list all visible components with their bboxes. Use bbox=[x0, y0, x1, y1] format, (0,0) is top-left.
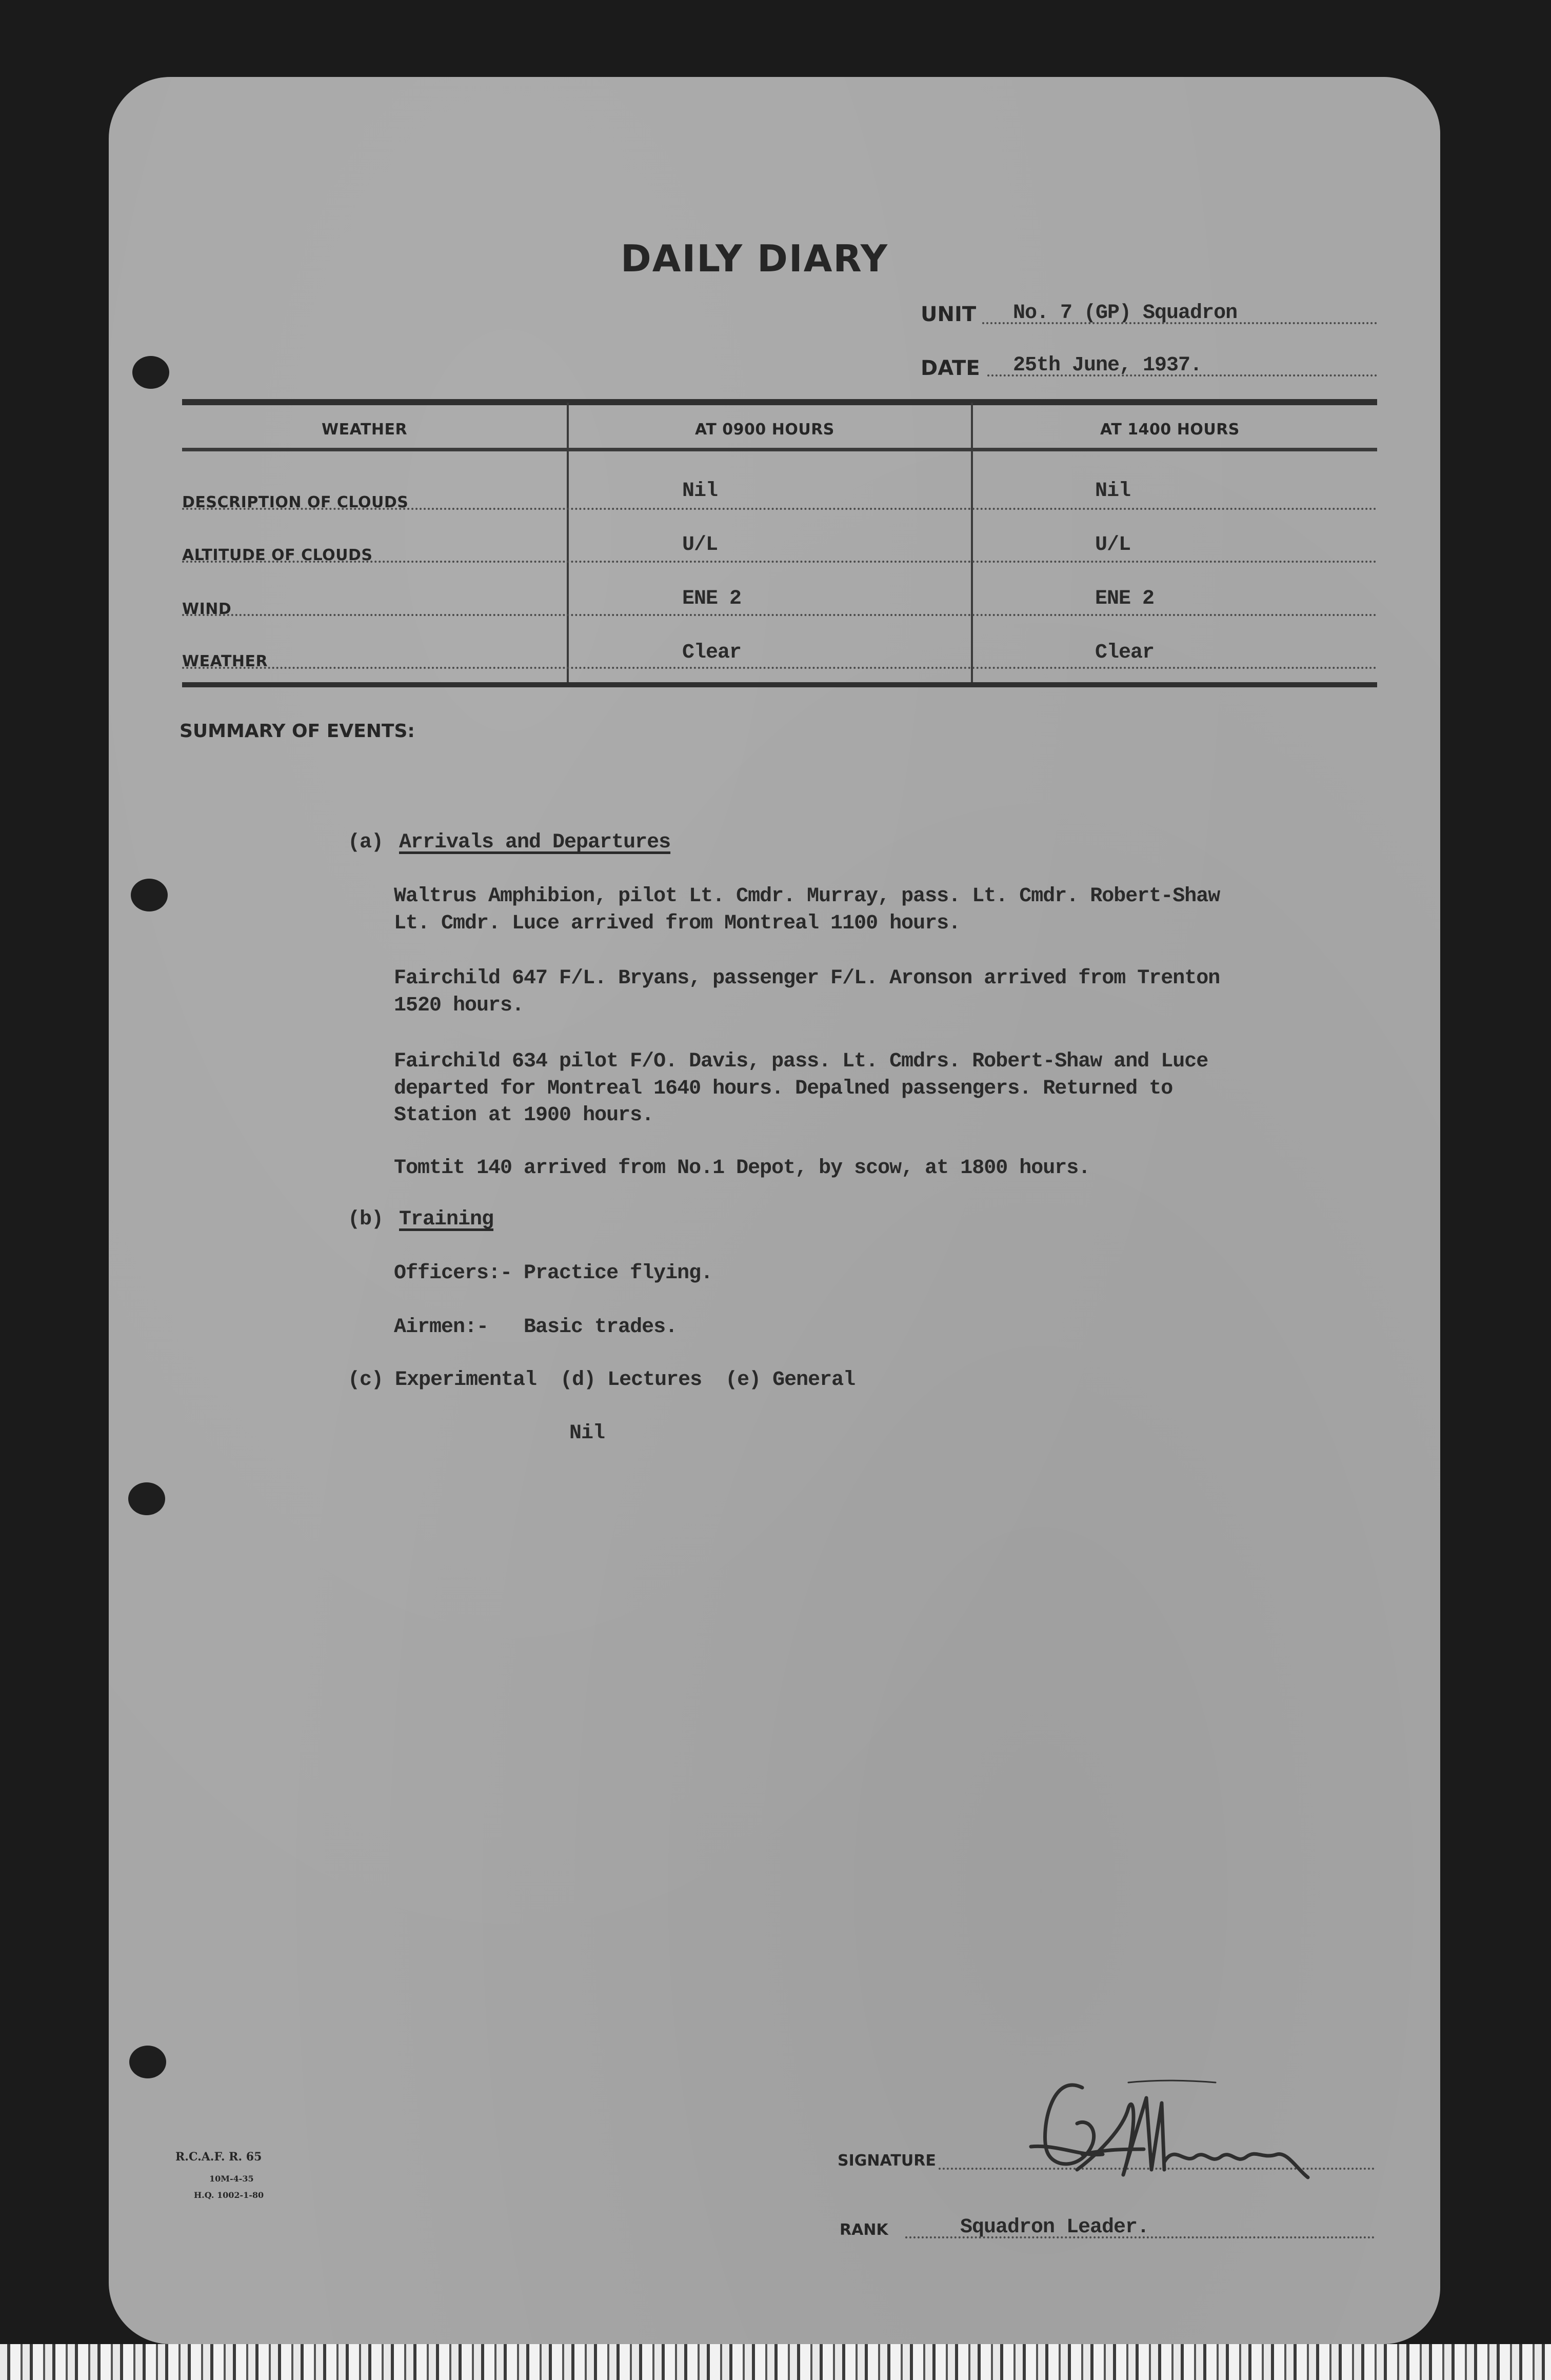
row-baseline bbox=[182, 561, 1377, 563]
date-label: DATE bbox=[921, 356, 980, 380]
signature-label: SIGNATURE bbox=[838, 2152, 936, 2170]
table-header-1400: AT 1400 HOURS bbox=[1100, 421, 1240, 439]
form-number-line: R.C.A.F. R. 65 bbox=[175, 2150, 262, 2164]
cell-0900: Clear bbox=[682, 641, 742, 664]
paragraph-line: 1520 hours. bbox=[394, 994, 524, 1017]
summary-heading: SUMMARY OF EVENTS: bbox=[180, 721, 415, 742]
form-number-line: 10M-4-35 bbox=[209, 2174, 254, 2184]
section-b-marker: (b) bbox=[348, 1208, 384, 1231]
row-label: DESCRIPTION OF CLOUDS bbox=[182, 493, 409, 511]
punch-hole-icon bbox=[129, 2046, 166, 2078]
paragraph-line: Tomtit 140 arrived from No.1 Depot, by scow, at 1800 hours. bbox=[394, 1157, 1090, 1180]
table-column-divider bbox=[971, 403, 973, 685]
row-label: WEATHER bbox=[182, 652, 268, 670]
cell-0900: Nil bbox=[682, 480, 718, 503]
row-label: WIND bbox=[182, 600, 232, 618]
cell-1400: Clear bbox=[1095, 641, 1155, 664]
section-a-title: Arrivals and Departures bbox=[399, 831, 671, 854]
unit-value: No. 7 (GP) Squadron bbox=[1013, 302, 1238, 325]
page-title: DAILY DIARY bbox=[621, 237, 889, 280]
table-header-rule bbox=[182, 448, 1377, 451]
section-cde-line: (c) Experimental (d) Lectures (e) General bbox=[348, 1369, 856, 1392]
document-page bbox=[109, 77, 1440, 2344]
paragraph-line: Station at 1900 hours. bbox=[394, 1104, 654, 1127]
paragraph-line: Fairchild 647 F/L. Bryans, passenger F/L. Aronson arrived from Trenton bbox=[394, 967, 1220, 990]
paragraph-line: Fairchild 634 pilot F/O. Davis, pass. Lt. Cmdrs. Robert-Shaw and Luce bbox=[394, 1050, 1208, 1073]
rank-label: RANK bbox=[840, 2221, 888, 2239]
unit-label: UNIT bbox=[921, 303, 977, 326]
table-top-rule bbox=[182, 399, 1377, 405]
training-airmen: Airmen:- Basic trades. bbox=[394, 1316, 678, 1339]
row-baseline bbox=[182, 667, 1377, 669]
rank-value: Squadron Leader. bbox=[960, 2216, 1149, 2239]
cell-1400: ENE 2 bbox=[1095, 587, 1155, 610]
paragraph-line: Waltrus Amphibion, pilot Lt. Cmdr. Murray, pass. Lt. Cmdr. Robert-Shaw bbox=[394, 885, 1220, 908]
form-number-line: H.Q. 1002-1-80 bbox=[194, 2190, 264, 2200]
punch-hole-icon bbox=[128, 1482, 165, 1515]
paragraph-line: Lt. Cmdr. Luce arrived from Montreal 1100 hours. bbox=[394, 912, 961, 935]
table-header-0900: AT 0900 HOURS bbox=[695, 421, 834, 439]
cell-1400: U/L bbox=[1095, 533, 1131, 557]
film-edge-strip bbox=[0, 2344, 1551, 2380]
cell-0900: U/L bbox=[682, 533, 718, 557]
punch-hole-icon bbox=[131, 879, 168, 911]
training-officers: Officers:- Practice flying. bbox=[394, 1262, 713, 1285]
cell-0900: ENE 2 bbox=[682, 587, 742, 610]
table-column-divider bbox=[567, 403, 569, 685]
handwritten-signature-icon bbox=[1021, 2067, 1349, 2193]
date-value: 25th June, 1937. bbox=[1013, 354, 1202, 377]
cell-1400: Nil bbox=[1095, 480, 1131, 503]
paragraph-line: departed for Montreal 1640 hours. Depalned passengers. Returned to bbox=[394, 1077, 1173, 1100]
section-a-marker: (a) bbox=[348, 831, 384, 854]
punch-hole-icon bbox=[132, 356, 169, 389]
row-baseline bbox=[182, 508, 1377, 510]
table-header-weather: WEATHER bbox=[322, 421, 408, 439]
row-baseline bbox=[182, 614, 1377, 616]
table-bottom-rule bbox=[182, 682, 1377, 687]
section-cde-value: Nil bbox=[569, 1422, 605, 1445]
section-b-title: Training bbox=[399, 1208, 494, 1231]
row-label: ALTITUDE OF CLOUDS bbox=[182, 546, 373, 564]
